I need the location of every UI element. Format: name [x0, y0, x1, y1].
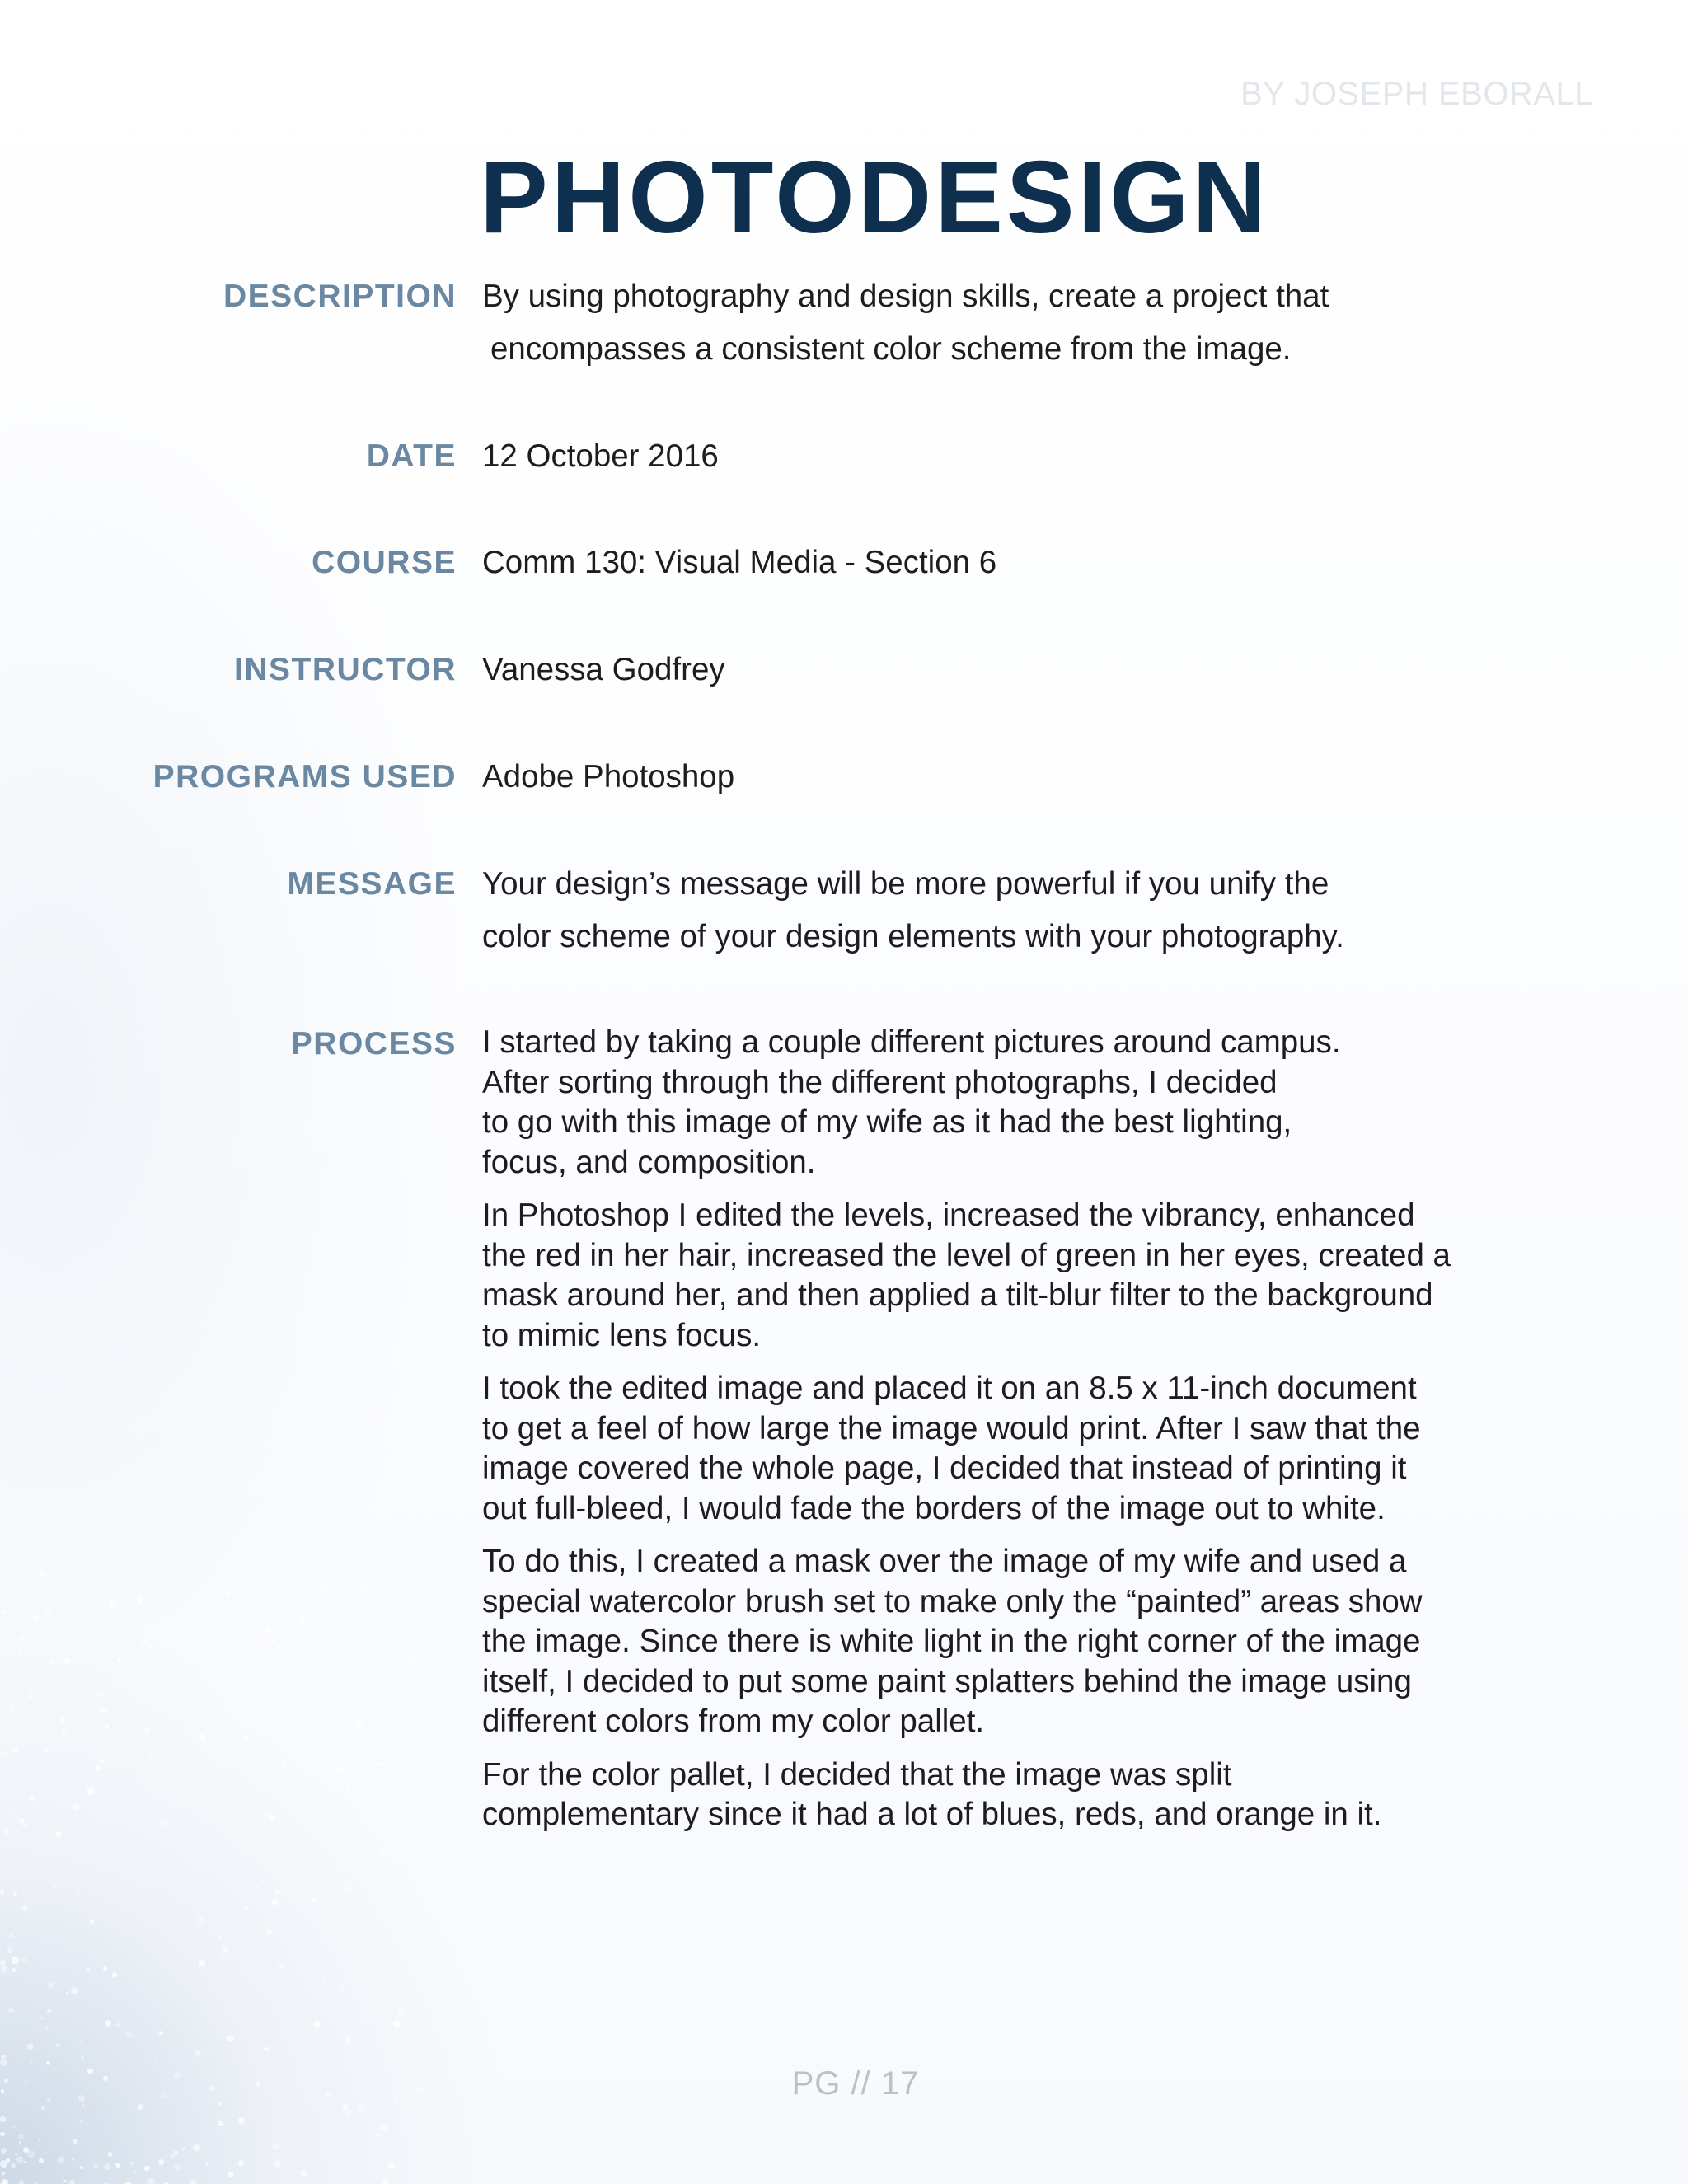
instructor-label: INSTRUCTOR: [234, 652, 457, 687]
speckle-dot: [69, 2180, 75, 2184]
date-value: 12 October 2016: [482, 438, 719, 474]
speckle-dot: [381, 2125, 387, 2131]
speckle-dot: [269, 1814, 275, 1821]
speckle-dot: [48, 1982, 53, 1987]
speckle-dot: [406, 1656, 410, 1660]
speckle-dot: [334, 1928, 336, 1930]
speckle-dot: [258, 1685, 260, 1687]
speckle-dot: [376, 2133, 380, 2137]
speckle-dot: [238, 2160, 245, 2167]
speckle-dot: [115, 2023, 120, 2027]
speckle-dot: [80, 2166, 83, 2169]
page-title: PHOTODESIGN: [480, 141, 1270, 255]
speckle-dot: [172, 1870, 176, 1873]
speckle-dot: [81, 2056, 84, 2060]
speckle-dot: [171, 1799, 173, 1801]
speckle-dot: [323, 1979, 327, 1983]
speckle-dot: [8, 2008, 13, 2013]
speckle-dot: [327, 1719, 330, 1722]
speckle-dot: [87, 1968, 89, 1970]
process-line: out full-bleed, I would fade the borders of the image out to white.: [482, 1490, 1386, 1526]
speckle-dot: [299, 1618, 307, 1625]
process-line: different colors from my color pallet.: [482, 1704, 985, 1739]
programs-value: Adobe Photoshop: [482, 759, 735, 794]
speckle-dot: [193, 2144, 199, 2151]
speckle-dot: [0, 1768, 2, 1770]
speckle-dot: [39, 1571, 45, 1577]
speckle-dot: [303, 1718, 307, 1722]
speckle-dot: [146, 2166, 149, 2169]
speckle-dot: [349, 1768, 353, 1771]
speckle-dot: [244, 1736, 248, 1740]
speckle-dot: [130, 2162, 134, 2165]
speckle-dot: [190, 2180, 196, 2184]
process-line: to go with this image of my wife as it had the best lighting,: [482, 1104, 1292, 1140]
speckle-dot: [108, 2152, 113, 2157]
speckle-dot: [39, 2139, 40, 2140]
speckle-dot: [3, 1752, 7, 1755]
speckle-dot: [317, 1586, 323, 1591]
speckle-dot: [7, 1947, 13, 1953]
speckle-dot: [392, 2036, 395, 2040]
speckle-dot: [266, 1771, 269, 1774]
speckle-dot: [314, 2021, 321, 2027]
speckle-dot: [148, 2178, 156, 2184]
message-label: MESSAGE: [287, 866, 457, 902]
speckle-dot: [12, 1957, 19, 1964]
speckle-dot: [3, 1610, 6, 1613]
speckle-dot: [282, 1761, 284, 1764]
speckle-dot: [221, 1952, 226, 1957]
speckle-dot: [415, 1630, 419, 1634]
speckle-dot: [358, 2104, 365, 2111]
speckle-dot: [227, 2036, 233, 2042]
process-paragraph: [482, 1755, 1496, 1835]
speckle-dot: [271, 1899, 278, 1905]
speckle-dot: [43, 1747, 48, 1752]
process-line: the image. Since there is white light in the right corner of the image: [482, 1624, 1421, 1659]
speckle-dot: [365, 1587, 370, 1592]
speckle-dot: [81, 2041, 82, 2043]
speckle-dot: [166, 1643, 171, 1647]
speckle-dot: [264, 2047, 268, 2051]
speckle-dot: [298, 1897, 300, 1900]
process-line: image covered the whole page, I decided that instead of printing it: [482, 1451, 1407, 1486]
speckle-dot: [45, 2027, 49, 2031]
speckle-dot: [17, 1649, 22, 1654]
speckle-dot: [345, 1784, 349, 1788]
process-paragraph: [482, 1023, 1496, 1183]
speckle-dot: [397, 2008, 404, 2015]
speckle-dot: [12, 1813, 15, 1816]
speckle-dot: [21, 1798, 23, 1800]
process-line: To do this, I created a mask over the image of my wife and used a: [482, 1544, 1407, 1579]
speckle-dot: [20, 1635, 25, 1640]
speckle-dot: [367, 1878, 370, 1882]
speckle-dot: [94, 1638, 97, 1642]
speckle-dot: [174, 2164, 181, 2171]
speckle-dot: [238, 2117, 244, 2123]
process-line: I took the edited image and placed it on an 8.5 x 11-inch document: [482, 1371, 1417, 1406]
speckle-dot: [61, 1728, 67, 1734]
speckle-dot: [16, 2156, 23, 2163]
speckle-dot: [219, 2102, 222, 2105]
speckle-dot: [199, 1917, 203, 1920]
speckle-dot: [101, 1707, 107, 1713]
speckle-dot: [80, 2120, 83, 2123]
process-line: After sorting through the different photographs, I decided: [482, 1064, 1278, 1100]
speckle-dot: [96, 1765, 101, 1770]
process-line: itself, I decided to put some paint splatters behind the image using: [482, 1663, 1412, 1699]
speckle-dot: [58, 2156, 65, 2163]
speckle-dot: [199, 1733, 206, 1740]
speckle-dot: [194, 2050, 201, 2057]
speckle-dot: [196, 1919, 203, 1926]
speckle-dot: [146, 1568, 149, 1572]
speckle-dot: [296, 1647, 298, 1649]
speckle-dot: [382, 1851, 385, 1854]
process-line: focus, and composition.: [482, 1144, 816, 1180]
speckle-dot: [61, 1718, 66, 1722]
speckle-dot: [0, 2116, 6, 2122]
speckle-dot: [72, 2158, 74, 2161]
speckle-dot: [39, 2158, 44, 2163]
speckle-dot: [182, 2147, 185, 2150]
message-line: color scheme of your design elements with your photography.: [482, 919, 1344, 954]
speckle-dot: [1, 2148, 7, 2154]
speckle-dot: [3, 1828, 10, 1835]
speckle-dot: [310, 1973, 313, 1976]
speckle-dot: [148, 1755, 153, 1760]
speckle-dot: [104, 1818, 106, 1820]
speckle-dot: [152, 1900, 155, 1903]
speckle-dot: [275, 1890, 280, 1895]
speckle-dot: [343, 2104, 349, 2110]
speckle-dot: [418, 1757, 424, 1764]
speckle-dot: [28, 1690, 31, 1694]
speckle-dot: [387, 1885, 389, 1887]
speckle-dot: [226, 1591, 230, 1596]
message-line: Your design’s message will be more powerful if you unify the: [482, 866, 1329, 902]
speckle-dot: [138, 1597, 143, 1603]
speckle-dot: [87, 1788, 94, 1795]
speckle-dot: [263, 1811, 269, 1816]
speckle-dot: [381, 1835, 385, 1839]
speckle-dot: [393, 2021, 400, 2027]
speckle-dot: [274, 2161, 281, 2168]
speckle-dot: [141, 1638, 147, 1644]
speckle-dot: [117, 1658, 122, 1663]
process-paragraph: [482, 1369, 1496, 1529]
speckle-dot: [43, 1771, 46, 1774]
speckle-dot: [41, 2106, 45, 2110]
speckle-dot: [0, 1890, 4, 1894]
speckle-dot: [2, 2172, 5, 2175]
speckle-dot: [2, 2179, 8, 2184]
process-line: mask around her, and then applied a tilt-blur filter to the background: [482, 1277, 1433, 1313]
speckle-dot: [318, 1690, 323, 1695]
process-paragraph: [482, 1542, 1496, 1742]
speckle-dot: [28, 1694, 33, 1699]
speckle-dot: [18, 2134, 25, 2140]
speckle-dot: [345, 2111, 351, 2116]
speckle-dot: [345, 1886, 349, 1891]
speckle-dot: [136, 1974, 138, 1975]
speckle-dot: [8, 1705, 16, 1713]
speckle-dot: [82, 2104, 83, 2106]
speckle-dot: [90, 1919, 94, 1924]
speckle-dot: [53, 1884, 57, 1888]
speckle-dot: [273, 2158, 276, 2161]
speckle-dot: [115, 2163, 120, 2168]
speckle-dot: [419, 1982, 421, 1985]
speckle-dot: [112, 1972, 117, 1977]
speckle-dot: [45, 2151, 47, 2153]
speckle-dot: [105, 1724, 110, 1729]
process-line: In Photoshop I edited the levels, increased the vibrancy, enhanced: [482, 1197, 1415, 1233]
speckle-dot: [180, 1922, 182, 1924]
speckle-dot: [105, 2020, 111, 2027]
process-line: complementary since it had a lot of blues, reds, and orange in it.: [482, 1797, 1382, 1832]
speckle-dot: [63, 1658, 71, 1666]
speckle-dot: [422, 1852, 427, 1857]
process-text: [482, 1023, 1496, 1849]
speckle-dot: [96, 1815, 100, 1818]
speckle-dot: [140, 1999, 143, 2001]
speckle-dot: [22, 1905, 28, 1911]
speckle-dot: [49, 1811, 52, 1813]
speckle-dot: [22, 1958, 26, 1962]
speckle-dot: [134, 2170, 137, 2173]
speckle-dot: [350, 2165, 353, 2168]
speckle-dot: [345, 2037, 350, 2043]
speckle-dot: [50, 1660, 55, 1665]
speckle-dot: [121, 1760, 124, 1762]
speckle-dot: [256, 1886, 258, 1888]
speckle-dot: [223, 1947, 228, 1952]
speckle-dot: [228, 2172, 234, 2177]
speckle-dot: [97, 1693, 102, 1698]
speckle-dot: [104, 2163, 110, 2170]
speckle-dot: [337, 1767, 344, 1774]
speckle-dot: [77, 1892, 79, 1894]
speckle-dot: [0, 1960, 6, 1966]
speckle-dot: [73, 1803, 80, 1811]
description-label: DESCRIPTION: [223, 279, 457, 314]
description-line: encompasses a consistent color scheme from the image.: [490, 331, 1292, 367]
date-label: DATE: [366, 438, 457, 474]
speckle-dot: [28, 1736, 30, 1738]
course-value: Comm 130: Visual Media - Section 6: [482, 545, 997, 580]
speckle-dot: [47, 2009, 51, 2013]
speckle-dot: [30, 1796, 35, 1801]
speckle-dot: [387, 2163, 393, 2168]
speckle-dot: [377, 1762, 381, 1766]
speckle-dot: [55, 2043, 60, 2048]
speckle-dot: [66, 1867, 68, 1868]
process-line: For the color pallet, I decided that the image was split: [482, 1756, 1232, 1793]
speckle-dot: [0, 1692, 2, 1694]
speckle-dot: [355, 1720, 362, 1727]
speckle-dot: [218, 2121, 223, 2125]
speckle-dot: [12, 2126, 15, 2129]
speckle-dot: [71, 1987, 78, 1994]
speckle-dot: [199, 1960, 206, 1967]
speckle-dot: [93, 2163, 98, 2168]
speckle-dot: [154, 2060, 157, 2062]
speckle-dot: [382, 2178, 388, 2184]
speckle-dot: [19, 2180, 24, 2184]
speckle-dot: [62, 1848, 64, 1850]
speckle-dot: [293, 1565, 294, 1567]
speckle-dot: [162, 1821, 165, 1825]
page-number: PG // 17: [791, 2065, 920, 2102]
speckle-dot: [242, 1753, 246, 1757]
process-paragraph: [482, 1196, 1496, 1356]
byline: BY JOSEPH EBORALL: [1240, 76, 1593, 112]
description-line: By using photography and design skills, create a project that: [482, 279, 1329, 314]
instructor-value: Vanessa Godfrey: [482, 652, 725, 687]
speckle-dot: [30, 2060, 32, 2063]
speckle-dot: [218, 1935, 223, 1939]
speckle-dot: [45, 1609, 51, 1615]
process-line: special watercolor brush set to make only the “painted” areas show: [482, 1583, 1423, 1619]
speckle-dot: [244, 1906, 247, 1910]
speckle-dot: [39, 2017, 43, 2021]
speckle-dot: [1, 1966, 7, 1973]
programs-label: PROGRAMS USED: [152, 759, 457, 794]
speckle-dot: [280, 1678, 284, 1681]
speckle-dot: [402, 1985, 406, 1988]
speckle-dot: [110, 1600, 117, 1607]
speckle-dot: [300, 2169, 307, 2176]
speckle-dot: [255, 1630, 260, 1636]
speckle-dot: [12, 1968, 16, 1972]
speckle-dot: [143, 1727, 150, 1733]
speckle-dot: [158, 2159, 164, 2165]
speckle-dot: [13, 1892, 17, 1896]
speckle-dot: [272, 2143, 279, 2149]
speckle-dot: [49, 1949, 50, 1951]
speckle-dot: [66, 1992, 68, 1994]
speckle-dot: [27, 2150, 35, 2158]
speckle-dot: [39, 1979, 41, 1981]
description-value: [482, 270, 1488, 376]
process-line: I started by taking a couple different pictures around campus.: [482, 1024, 1341, 1060]
speckle-dot: [0, 2132, 4, 2136]
speckle-dot: [23, 2161, 25, 2163]
speckle-dot: [126, 2032, 133, 2038]
speckle-dot: [271, 1638, 276, 1643]
speckle-dot: [55, 1831, 62, 1838]
speckle-dot: [63, 2180, 66, 2182]
speckle-dot: [32, 1615, 39, 1621]
speckle-dot: [6, 2158, 10, 2163]
speckle-dot: [339, 1985, 343, 1989]
speckle-dot: [173, 2150, 178, 2155]
speckle-dot: [27, 2043, 34, 2050]
speckle-dot: [312, 1897, 316, 1901]
speckle-dot: [117, 1596, 120, 1599]
speckle-dot: [92, 1731, 95, 1733]
speckle-dot: [12, 1747, 18, 1753]
speckle-dot: [246, 1886, 251, 1891]
speckle-dot: [414, 1862, 415, 1863]
speckle-dot: [19, 2141, 21, 2144]
process-label: PROCESS: [290, 1026, 457, 1062]
course-label: COURSE: [312, 545, 457, 580]
speckle-dot: [265, 1627, 271, 1633]
process-line: to mimic lens focus.: [482, 1317, 762, 1353]
speckle-dot: [165, 1825, 169, 1829]
speckle-dot: [9, 1933, 13, 1938]
speckle-dot: [266, 1929, 273, 1935]
process-line: to get a feel of how large the image would print. After I saw that the: [482, 1410, 1421, 1446]
speckle-dot: [352, 1966, 355, 1969]
speckle-dot: [47, 1741, 51, 1745]
speckle-dot: [103, 1966, 107, 1971]
speckle-dot: [138, 2104, 143, 2110]
speckle-dot: [77, 2142, 78, 2144]
speckle-dot: [159, 2031, 163, 2035]
speckle-dot: [36, 1726, 39, 1728]
speckle-dot: [11, 2163, 16, 2168]
speckle-dot: [189, 2157, 191, 2159]
message-value: [482, 858, 1488, 963]
speckle-dot: [7, 1582, 11, 1586]
speckle-dot: [100, 1759, 105, 1764]
speckle-dot: [279, 1963, 285, 1969]
speckle-dot: [178, 1750, 180, 1751]
speckle-dot: [205, 2162, 209, 2165]
process-line: the red in her hair, increased the level of green in her eyes, created a: [482, 1237, 1451, 1273]
